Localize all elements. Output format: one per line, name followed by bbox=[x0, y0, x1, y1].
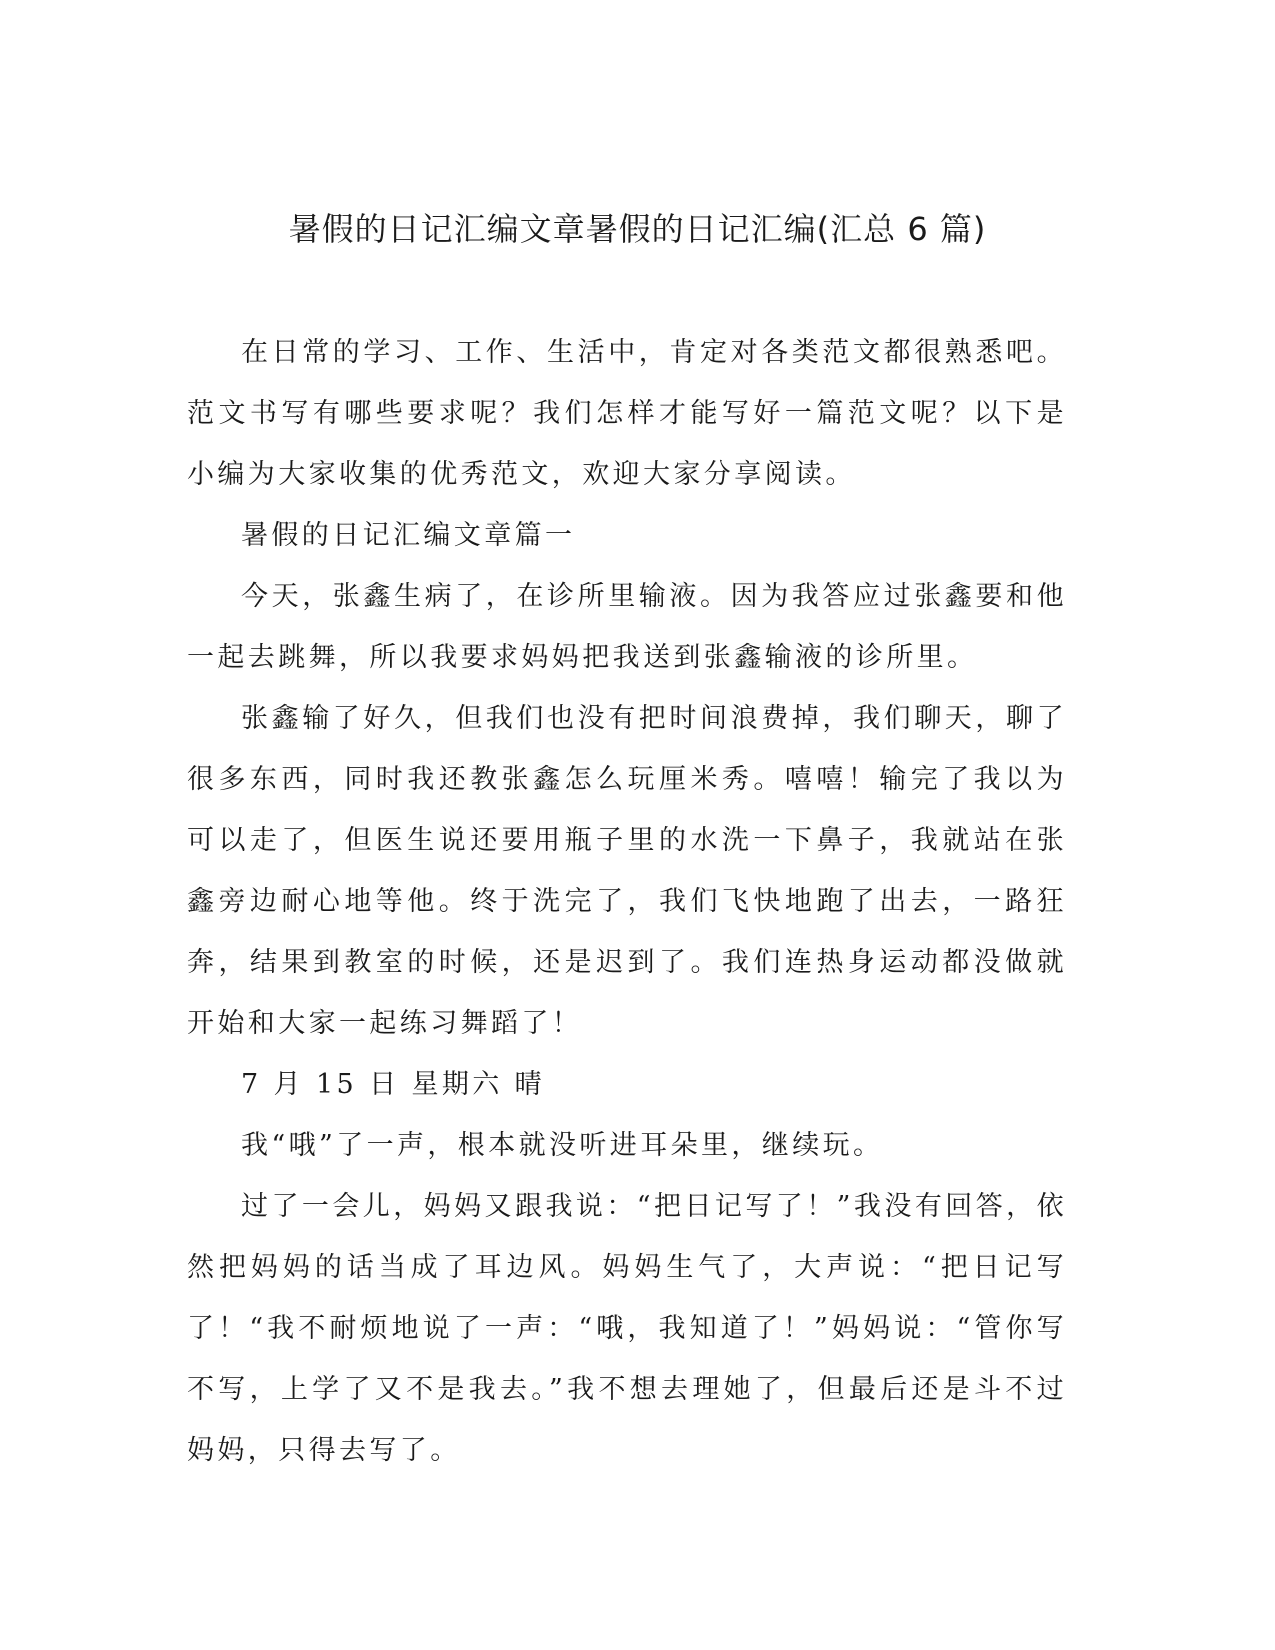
body-paragraph: 今天，张鑫生病了，在诊所里输液。因为我答应过张鑫要和他一起去跳舞，所以我要求妈妈把我送到张鑫输液的诊所里。 bbox=[187, 581, 1067, 673]
document-title: 暑假的日记汇编文章暑假的日记汇编(汇总 6 篇) bbox=[288, 210, 987, 248]
intro-paragraph: 在日常的学习、工作、生活中，肯定对各类范文都很熟悉吧。范文书写有哪些要求呢？我们怎样才能写好一篇范文呢？以下是小编为大家收集的优秀范文，欢迎大家分享阅读。 bbox=[187, 337, 1067, 490]
body-paragraph: 过了一会儿，妈妈又跟我说：“把日记写了！”我没有回答，依然把妈妈的话当成了耳边风。妈妈生气了，大声说：“把日记写了！“我不耐烦地说了一声：“哦，我知道了！”妈妈说：“管你写不写，上学了又不是我去。”我不想去理她了，但最后还是斗不过妈妈，只得去写了。 bbox=[187, 1191, 1067, 1466]
body-paragraph: 张鑫输了好久，但我们也没有把时间浪费掉，我们聊天，聊了很多东西，同时我还教张鑫怎么玩厘米秀。嘻嘻！输完了我以为可以走了，但医生说还要用瓶子里的水洗一下鼻子，我就站在张鑫旁边耐心地等他。终于洗完了，我们飞快地跑了出去，一路狂奔，结果到教室的时候，还是迟到了。我们连热身运动都没做就开始和大家一起练习舞蹈了！ bbox=[187, 703, 1067, 1039]
diary-date-line: 7 月 15 日 星期六 晴 bbox=[241, 1069, 546, 1100]
body-paragraph: 我“哦”了一声，根本就没听进耳朵里，继续玩。 bbox=[241, 1130, 884, 1161]
section-heading: 暑假的日记汇编文章篇一 bbox=[241, 520, 576, 551]
document-body bbox=[187, 322, 1067, 1481]
